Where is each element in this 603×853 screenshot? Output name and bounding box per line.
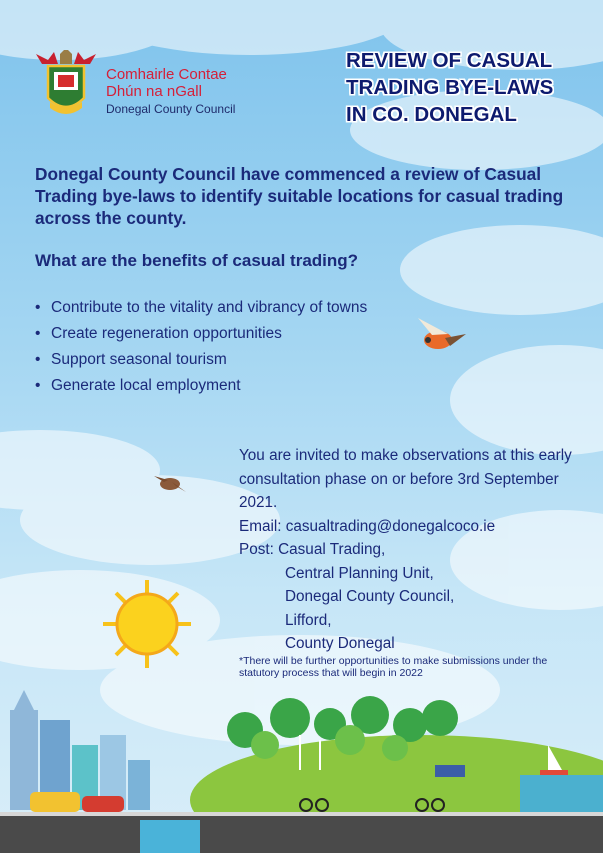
benefits-heading: What are the benefits of casual trading? xyxy=(35,251,359,270)
post-address-line: Donegal County Council, xyxy=(285,588,455,605)
council-name-irish-line2: Dhún na nGall xyxy=(106,83,202,100)
consultation-details xyxy=(239,444,589,656)
invitation-text: You are invited to make observations at this early consultation phase on or before 3rd September 2021. xyxy=(239,447,572,511)
benefit-item: • Support seasonal tourism xyxy=(35,350,395,370)
poster-title xyxy=(346,47,576,128)
council-name-irish-line1: Comhairle Contae xyxy=(106,66,227,83)
bird-icon xyxy=(418,318,466,349)
post-address-line: County Donegal xyxy=(285,635,395,652)
council-name xyxy=(106,66,235,118)
benefit-item: • Create regeneration opportunities xyxy=(35,324,395,344)
email-contact[interactable]: Email: casualtrading@donegalcoco.ie xyxy=(239,517,496,535)
post-address-line: Central Planning Unit, xyxy=(285,564,434,582)
footnote: *There will be further opportunities to make submissions under the statutory process that will begin in 2022 xyxy=(239,655,548,679)
benefits-list xyxy=(35,298,395,402)
council-crest-logo xyxy=(34,50,98,124)
sun-icon xyxy=(103,580,191,668)
post-address-line: Lifford, xyxy=(285,611,332,629)
title-line-3: IN CO. DONEGAL xyxy=(346,103,517,126)
benefit-item: • Contribute to the vitality and vibrancy of towns xyxy=(35,298,395,318)
council-name-english: Donegal County Council xyxy=(106,102,236,116)
intro-paragraph: Donegal County Council have commenced a review of Casual Trading bye-laws to identify suitable locations for casual trading across the county. xyxy=(35,164,564,228)
post-label: Post: Casual Trading, xyxy=(239,541,386,558)
benefit-item: • Generate local employment xyxy=(35,376,395,396)
title-line-1: REVIEW OF CASUAL xyxy=(346,49,553,72)
title-line-2: TRADING BYE-LAWS xyxy=(346,76,554,99)
